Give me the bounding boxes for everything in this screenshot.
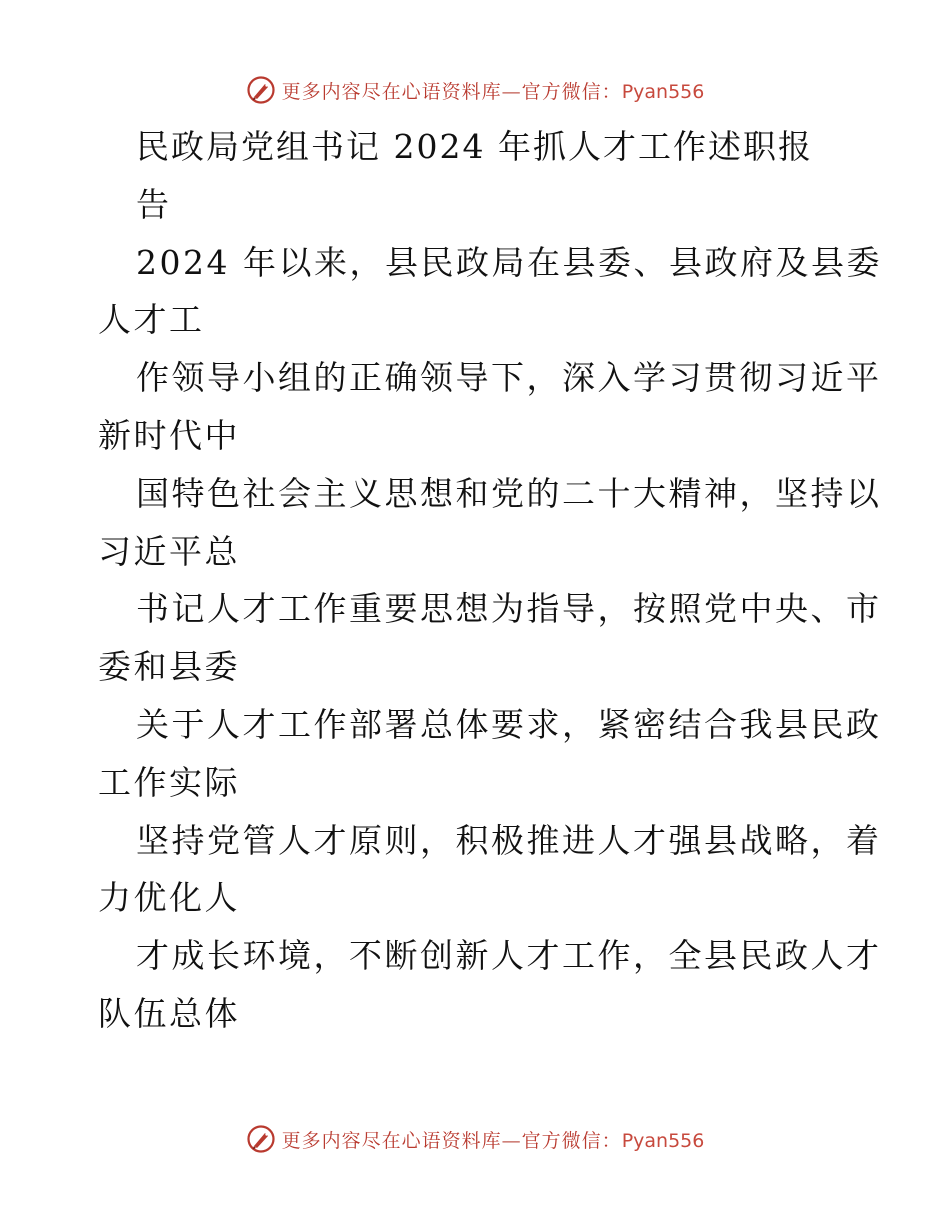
paragraph-line: 队伍总体 bbox=[98, 993, 240, 1033]
paragraph-line: 习近平总 bbox=[98, 531, 240, 571]
paragraph-line: 才成长环境，不断创新人才工作，全县民政人才 bbox=[136, 936, 882, 976]
paragraph-line: 坚持党管人才原则，积极推进人才强县战略，着 bbox=[136, 820, 882, 860]
paragraph-line: 工作实际 bbox=[98, 762, 240, 802]
paragraph-line: 作领导小组的正确领导下，深入学习贯彻习近平 bbox=[136, 358, 882, 398]
pen-logo-icon bbox=[246, 1124, 276, 1154]
document-body bbox=[98, 118, 882, 1043]
document-title-line-2: 告 bbox=[136, 184, 171, 224]
document-title-line-1: 民政局党组书记 2024 年抓人才工作述职报 bbox=[136, 127, 813, 166]
header-banner bbox=[0, 72, 950, 108]
paragraph-line: 国特色社会主义思想和党的二十大精神，坚持以 bbox=[136, 473, 882, 513]
header-banner-text: 更多内容尽在心语资料库—官方微信：Pyan556 bbox=[281, 80, 705, 103]
paragraph-line: 关于人才工作部署总体要求，紧密结合我县民政 bbox=[136, 704, 882, 744]
paragraph-line: 委和县委 bbox=[98, 647, 240, 687]
paragraph-line: 新时代中 bbox=[98, 415, 240, 455]
pen-logo-icon bbox=[246, 75, 276, 105]
paragraph-line: 力优化人 bbox=[98, 878, 240, 918]
footer-banner bbox=[0, 1121, 950, 1157]
footer-banner-text: 更多内容尽在心语资料库—官方微信：Pyan556 bbox=[281, 1129, 705, 1152]
paragraph-line: 人才工 bbox=[98, 300, 205, 340]
paragraph-line: 2024 年以来，县民政局在县委、县政府及县委 bbox=[136, 242, 882, 282]
paragraph-line: 书记人才工作重要思想为指导，按照党中央、市 bbox=[136, 589, 882, 629]
